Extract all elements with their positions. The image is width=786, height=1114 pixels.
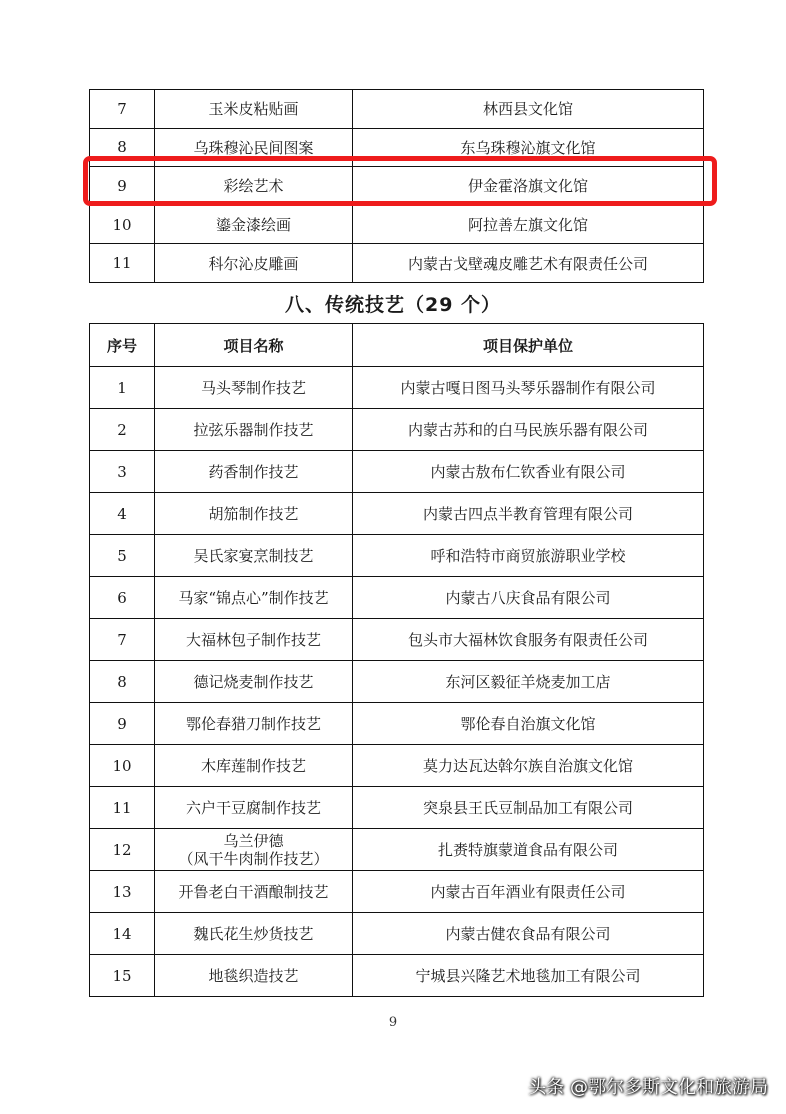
project-name: 吴氏家宴烹制技艺 [155, 535, 353, 577]
protection-unit: 林西县文化馆 [353, 90, 704, 129]
row-number: 10 [90, 745, 155, 787]
row-number: 13 [90, 871, 155, 913]
project-name: 药香制作技艺 [155, 451, 353, 493]
table-row [90, 913, 704, 955]
project-name-line1: 乌兰伊德 [223, 831, 284, 850]
protection-unit: 内蒙古八庆食品有限公司 [353, 577, 704, 619]
protection-unit: 鄂伦春自治旗文化馆 [353, 703, 704, 745]
project-name: 胡笳制作技艺 [155, 493, 353, 535]
table-row [90, 90, 704, 129]
row-number: 3 [90, 451, 155, 493]
table-main [89, 323, 704, 997]
protection-unit: 内蒙古四点半教育管理有限公司 [353, 493, 704, 535]
table-row [90, 871, 704, 913]
protection-unit: 伊金霍洛旗文化馆 [353, 167, 704, 206]
protection-unit: 呼和浩特市商贸旅游职业学校 [353, 535, 704, 577]
row-number: 9 [90, 167, 155, 206]
protection-unit: 扎赉特旗蒙道食品有限公司 [353, 829, 704, 871]
red-highlight-box [83, 156, 717, 206]
table-row [90, 451, 704, 493]
table-row [90, 661, 704, 703]
project-name-line2: （风干牛肉制作技艺） [178, 849, 329, 868]
row-number: 14 [90, 913, 155, 955]
project-name: 开鲁老白干酒酿制技艺 [155, 871, 353, 913]
project-name: 六户干豆腐制作技艺 [155, 787, 353, 829]
project-name: 拉弦乐器制作技艺 [155, 409, 353, 451]
table-row [90, 244, 704, 283]
row-number: 4 [90, 493, 155, 535]
page-number: 9 [388, 1015, 398, 1030]
header-unit: 项目保护单位 [353, 324, 704, 367]
table-row [90, 955, 704, 997]
row-number: 7 [90, 90, 155, 129]
project-name: 鎏金漆绘画 [155, 205, 353, 244]
table-row [90, 577, 704, 619]
row-number: 2 [90, 409, 155, 451]
protection-unit: 内蒙古戈壁魂皮雕艺术有限责任公司 [353, 244, 704, 283]
row-number: 10 [90, 205, 155, 244]
table-main-body [90, 367, 704, 997]
protection-unit: 东乌珠穆沁旗文化馆 [353, 128, 704, 167]
project-name: 马头琴制作技艺 [155, 367, 353, 409]
row-number: 5 [90, 535, 155, 577]
row-number: 11 [90, 787, 155, 829]
protection-unit: 突泉县王氏豆制品加工有限公司 [353, 787, 704, 829]
table-row [90, 745, 704, 787]
protection-unit: 莫力达瓦达斡尔族自治旗文化馆 [353, 745, 704, 787]
table-row [90, 787, 704, 829]
project-name: 地毯织造技艺 [155, 955, 353, 997]
table-row [90, 703, 704, 745]
section-title: 八、传统技艺（29 个） [284, 294, 502, 316]
table-row [90, 367, 704, 409]
protection-unit: 内蒙古敖布仁钦香业有限公司 [353, 451, 704, 493]
project-name: 乌珠穆沁民间图案 [155, 128, 353, 167]
table-row [90, 619, 704, 661]
row-number: 1 [90, 367, 155, 409]
project-name: 魏氏花生炒货技艺 [155, 913, 353, 955]
row-number: 15 [90, 955, 155, 997]
protection-unit: 内蒙古百年酒业有限责任公司 [353, 871, 704, 913]
protection-unit: 阿拉善左旗文化馆 [353, 205, 704, 244]
table-row [90, 409, 704, 451]
row-number: 11 [90, 244, 155, 283]
project-name: 鄂伦春猎刀制作技艺 [155, 703, 353, 745]
project-name: 木库莲制作技艺 [155, 745, 353, 787]
project-name [155, 829, 353, 871]
row-number: 6 [90, 577, 155, 619]
project-name: 大福林包子制作技艺 [155, 619, 353, 661]
header-no: 序号 [90, 324, 155, 367]
project-name: 马家“锦点心”制作技艺 [155, 577, 353, 619]
table-row [90, 205, 704, 244]
table-row [90, 493, 704, 535]
header-name: 项目名称 [155, 324, 353, 367]
project-name: 科尔沁皮雕画 [155, 244, 353, 283]
row-number: 12 [90, 829, 155, 871]
protection-unit: 宁城县兴隆艺术地毯加工有限公司 [353, 955, 704, 997]
row-number: 8 [90, 128, 155, 167]
table-header-row [90, 324, 704, 367]
table-row [90, 535, 704, 577]
row-number: 7 [90, 619, 155, 661]
project-name: 彩绘艺术 [155, 167, 353, 206]
row-number: 8 [90, 661, 155, 703]
table-row [90, 829, 704, 871]
protection-unit: 内蒙古苏和的白马民族乐器有限公司 [353, 409, 704, 451]
protection-unit: 东河区毅征羊烧麦加工店 [353, 661, 704, 703]
row-number: 9 [90, 703, 155, 745]
project-name: 玉米皮粘贴画 [155, 90, 353, 129]
project-name: 德记烧麦制作技艺 [155, 661, 353, 703]
protection-unit: 内蒙古嘎日图马头琴乐器制作有限公司 [353, 367, 704, 409]
protection-unit: 包头市大福林饮食服务有限责任公司 [353, 619, 704, 661]
watermark-text: 头条 @鄂尔多斯文化和旅游局 [528, 1077, 768, 1098]
protection-unit: 内蒙古健农食品有限公司 [353, 913, 704, 955]
